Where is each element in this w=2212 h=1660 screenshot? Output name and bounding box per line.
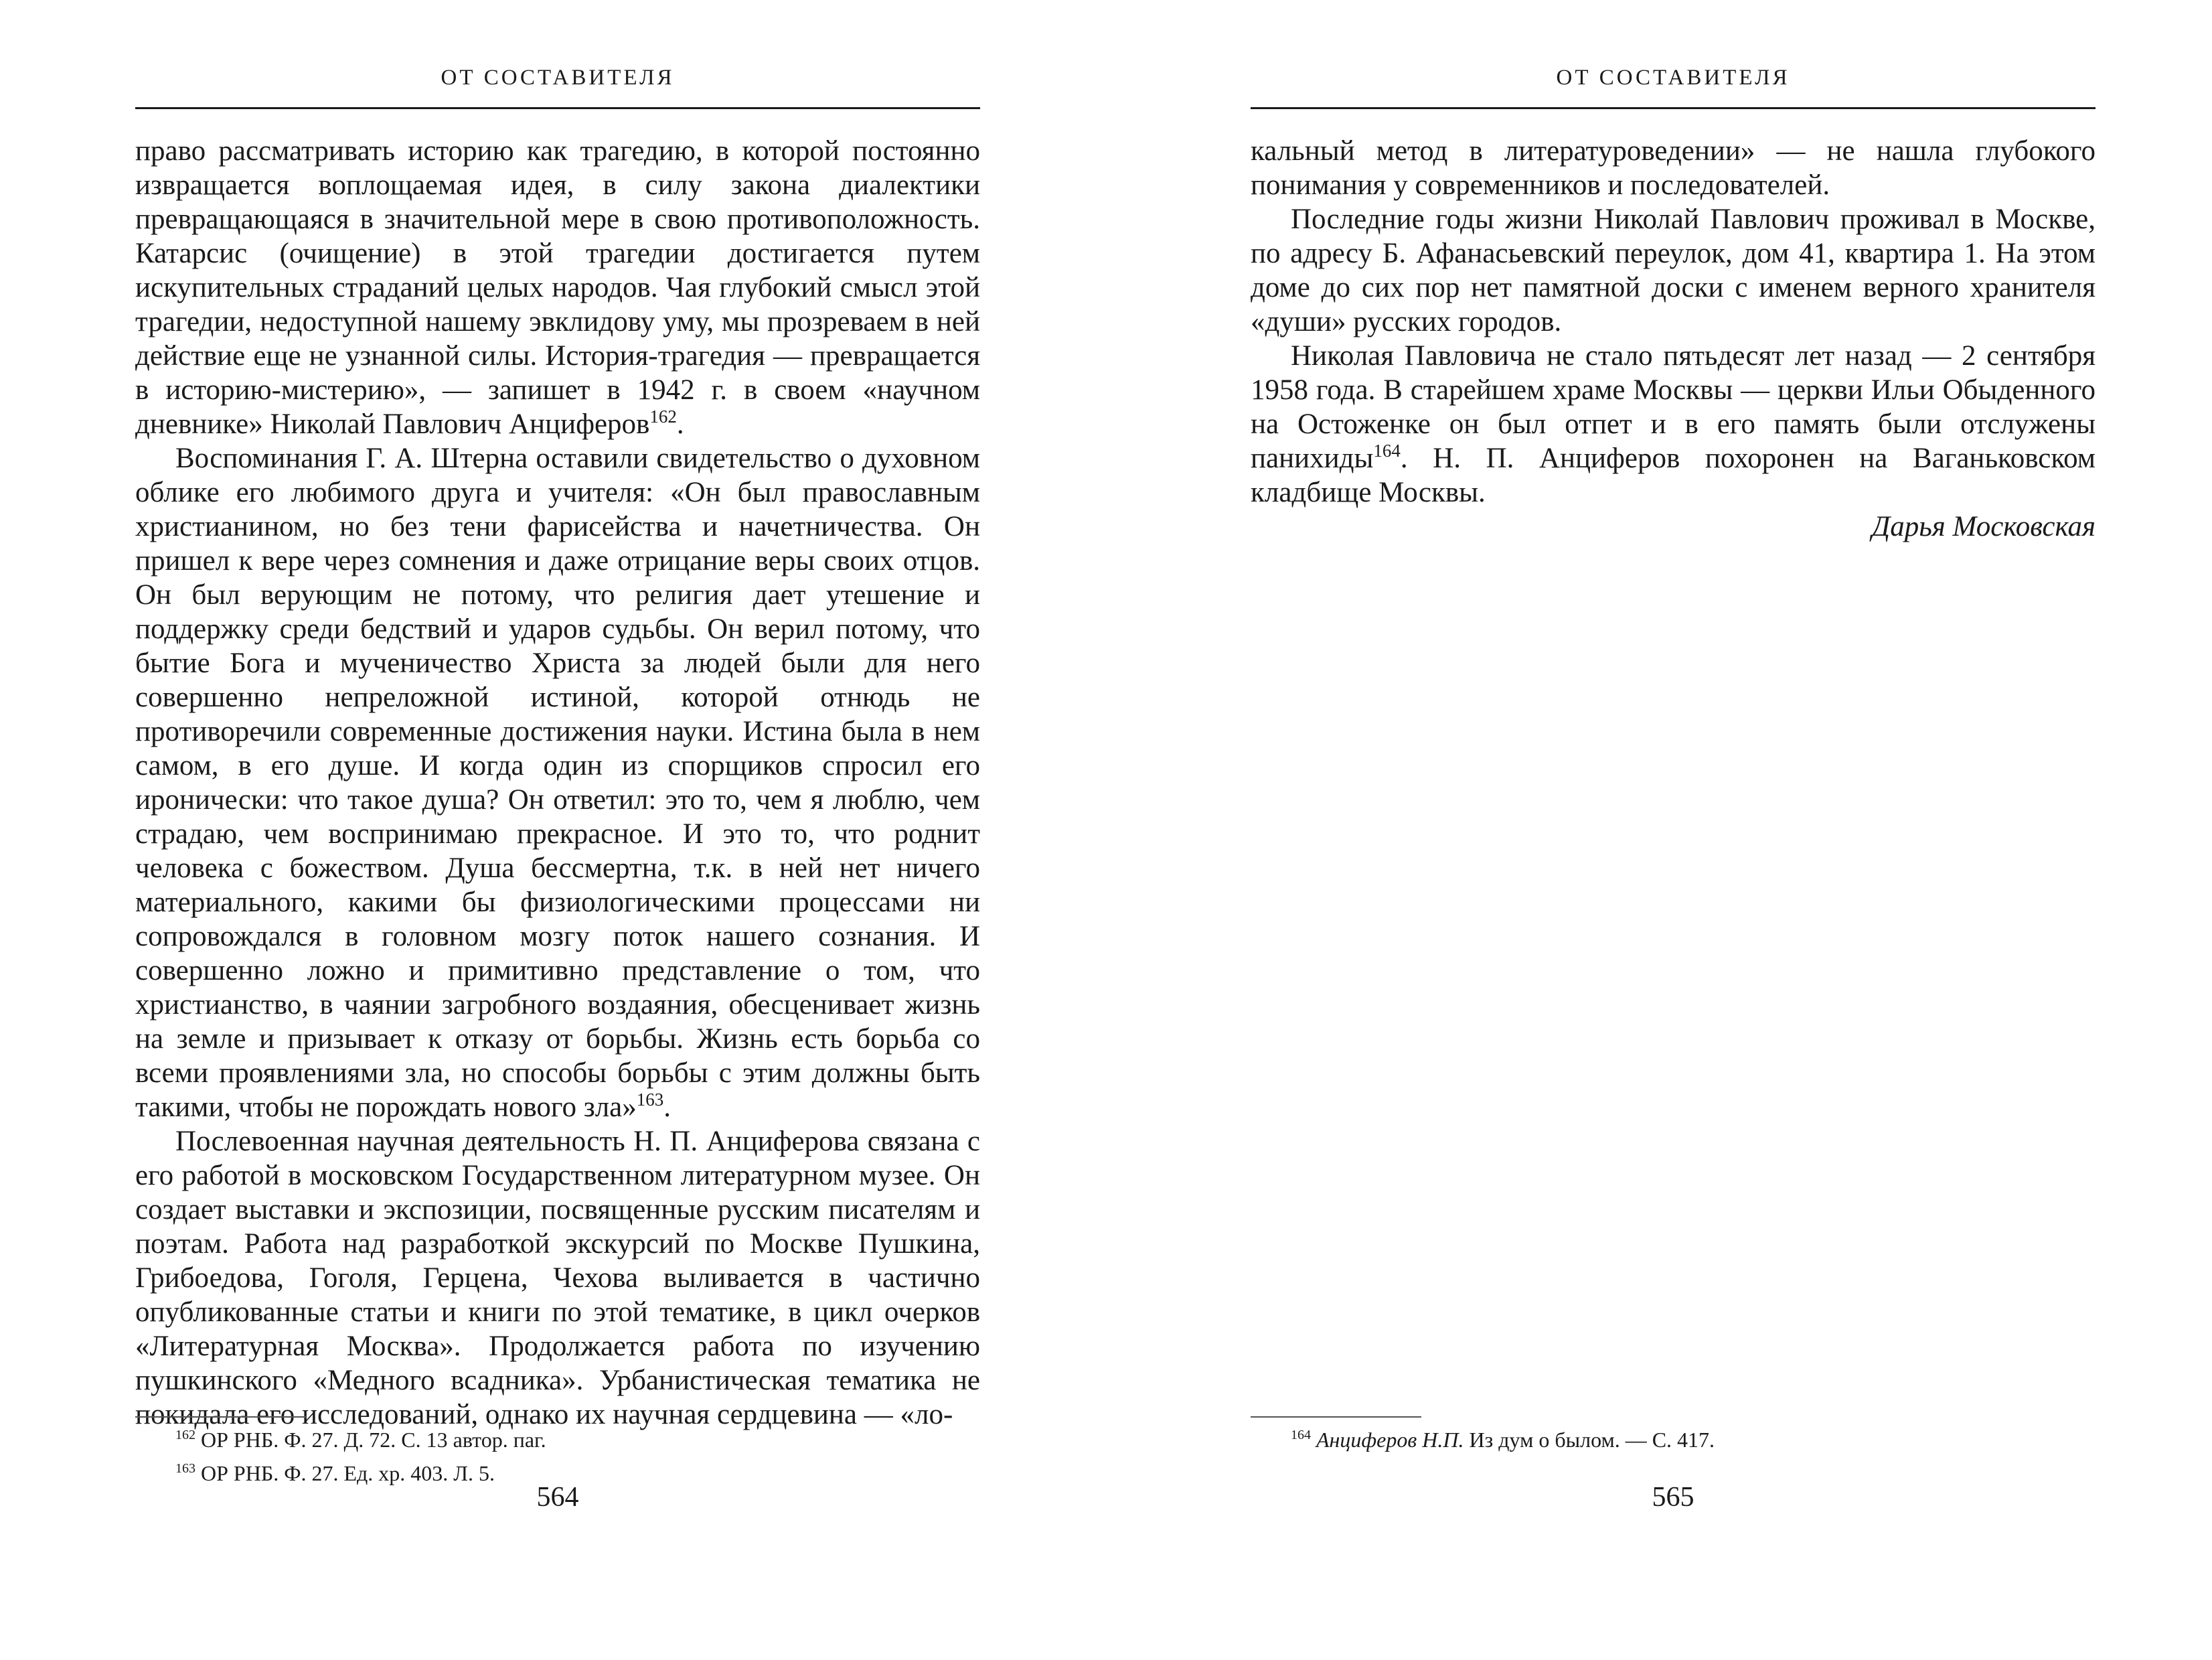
paragraph-text: право рассматривать историю как трагедию, в которой постоянно извращается воплощаемая идея, в силу закона диалектики превращающаяся в значительной мере в свою противоположность. Катарсис (очищение) в этой трагедии достигается путем искупительных страданий целых народов. Чая глубокий смысл этой трагедии, недоступной нашему эвклидову уму, мы прозреваем в ней действие еще не узнанной силы. История-трагедия — превращается в историю-мистерию», — запишет в 1942 г. в своем «научном дневнике» Николай Павлович Анциферов — [135, 135, 980, 440]
footnotes — [1251, 1423, 2096, 1456]
page-number: 565 — [1652, 1482, 1694, 1513]
paragraph-text: Николая Павловича не стало пятьдесят лет назад — 2 сентября 1958 года. В старейшем храме Москвы — церкви Ильи Обыденного на Остоженке он был отпет и в его память были отслужены панихиды — [1251, 340, 2096, 474]
page-number: 564 — [536, 1482, 579, 1513]
footnote-number: 162 — [175, 1428, 195, 1442]
paragraph: право рассматривать историю как трагедию, в которой постоянно извращается воплощаемая идея, в силу закона диалектики превращающаяся в значительной мере в свою противоположность. Катарсис (очищение) в этой трагедии достигается путем искупительных страданий целых народов. Чая глубокий смысл этой трагедии, недоступной нашему эвклидову уму, мы прозреваем в ней действие еще не узнанной силы. История-трагедия — превращается в историю-мистерию», — запишет в 1942 г. в своем «научном дневнике» Николай Павлович Анциферов$^{162}$. — [135, 135, 980, 440]
paragraph-text: Послевоенная научная деятельность Н. П. Анциферова связана с его работой в московском Государственном литературном музее. Он создает выставки и экспозиции, посвященные русским писателям и поэтам. Работа над разработкой экскурсий по Москве Пушкина, Грибоедова, Гоголя, Герцена, Чехова выливается в частично опубликованные статьи и книги по этой тематике, в цикл очерков «Литературная Москва». Продолжается работа по изучению пушкинского «Медного всадника». Урбанистическая тематика не покидала его исследований, однако их научная сердцевина — «ло- — [135, 1126, 980, 1430]
paragraph-text: . Н. П. Анциферов похоронен на Ваганьковском кладбище Москвы. — [1251, 443, 2096, 508]
footnote-ref[interactable]: 162 — [649, 406, 677, 427]
footnote-rule — [1251, 1416, 1421, 1418]
paragraph — [1251, 134, 2096, 202]
footnote-ref[interactable]: 164 — [1373, 441, 1401, 461]
footnotes — [135, 1423, 980, 1490]
footnote-author: Анциферов Н.П. — [1311, 1428, 1464, 1452]
running-head: ОТ СОСТАВИТЕЛЯ — [441, 66, 675, 90]
footnote-rule — [135, 1416, 306, 1418]
paragraph-text: Воспоминания Г. А. Штерна оставили свидетельство о духовном облике его любимого друга и учителя: «Он был православным христианином, но без тени фарисейства и начетничества. Он пришел к вере через сомнения и даже отрицание веры своих отцов. Он был верующим не потому, что религия дает утешение и поддержку среди бедствий и ударов судьбы. Он верил потому, что бытие Бога и мученичество Христа за людей были для него совершенно непреложной истиной, которой отнюдь не противоречили современные достижения науки. Истина была в нем самом, в его душе. И когда один из спорщиков спросил его иронически: что такое душа? Он ответил: это то, чем я люблю, чем страдаю, чем воспринимаю прекрасное. И это то, что роднит человека с божеством. Душа бессмертна, т.к. в ней нет ничего материального, какими бы физиологическими процессами ни сопровождался в головном мозгу поток нашего сознания. И совершенно ложно и примитивно представление о том, что христианство, в чаянии загробного воздаяния, обесценивает жизнь на земле и призывает к отказу от борьбы. Жизнь есть борьба со всеми проявлениями зла, но способы борьбы с этим должны быть такими, чтобы не порождать нового зла» — [135, 443, 980, 1123]
footnote-text: ОР РНБ. Ф. 27. Д. 72. С. 13 автор. паг. — [195, 1428, 546, 1452]
left-page — [135, 0, 980, 1660]
footnote-text: Из дум о былом. — С. 417. — [1464, 1428, 1715, 1452]
running-head: ОТ СОСТАВИТЕЛЯ — [1556, 66, 1790, 90]
header-rule — [135, 107, 980, 109]
footnote-number: 164 — [1291, 1428, 1311, 1442]
footnote — [1251, 1423, 2096, 1456]
paragraph-text: кальный метод в литературоведении» — не нашла глубокого понимания у современников и последователей. — [1251, 135, 2096, 201]
paragraph-text: Последние годы жизни Николай Павлович проживал в Москве, по адресу Б. Афанасьевский переулок, дом 41, квартира 1. На этом доме до сих пор нет памятной доски с именем верного хранителя «души» русских городов. — [1251, 204, 2096, 337]
header-rule — [1251, 107, 2096, 109]
body-text — [135, 134, 980, 1432]
paragraph — [1251, 339, 2096, 510]
paragraph — [135, 1124, 980, 1432]
footnote-ref[interactable]: 163 — [636, 1089, 664, 1110]
body-text — [1251, 134, 2096, 544]
paragraph — [1251, 202, 2096, 339]
right-page — [1251, 0, 2096, 1660]
footnote — [135, 1423, 980, 1456]
footnote-number: 163 — [175, 1461, 195, 1476]
paragraph: Воспоминания Г. А. Штерна оставили свидетельство о духовном облике его любимого друга и учителя: «Он был православным христианином, но без тени фарисейства и начетничества. Он пришел к вере через сомнения и даже отрицание веры своих отцов. Он был верующим не потому, что религия дает утешение и поддержку среди бедствий и ударов судьбы. Он верил потому, что бытие Бога и мученичество Христа за людей были для него совершенно непреложной истиной, которой отнюдь не противоречили современные достижения науки. Истина была в нем самом, в его душе. И когда один из спорщиков спросил его иронически: что такое душа? Он ответил: это то, чем я люблю, чем страдаю, чем воспринимаю прекрасное. И это то, что роднит человека с божеством. Душа бессмертна, т.к. в ней нет ничего материального, какими бы физиологическими процессами ни сопровождался в головном мозгу поток нашего сознания. И совершенно ложно и примитивно представление о том, что христианство, в чаянии загробного воздаяния, обесценивает жизнь на земле и призывает к отказу от борьбы. Жизнь есть борьба со всеми проявлениями зла, но способы борьбы с этим должны быть такими, чтобы не порождать нового зла»$^{163}$. — [135, 443, 980, 1123]
footnote-text: ОР РНБ. Ф. 27. Ед. хр. 403. Л. 5. — [195, 1461, 495, 1485]
author-signature: Дарья Московская — [1871, 511, 2096, 542]
